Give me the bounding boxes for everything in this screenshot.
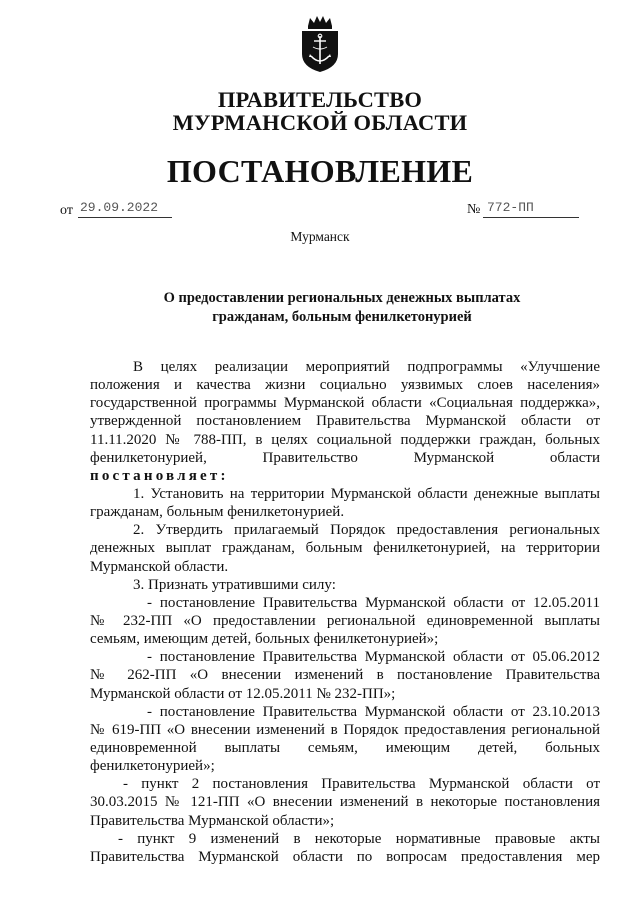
body-line: Мурманской области от 12.05.2011 № 232-ПП»; xyxy=(90,685,396,702)
document-number: 772-ПП xyxy=(483,200,579,218)
body-line: В целях реализации мероприятий подпрограммы «Улучшение xyxy=(133,359,600,375)
body-line: Правительства Мурманской области по вопросам предоставления мер xyxy=(90,848,600,865)
body-line: № 619-ПП «О внесении изменений в Порядок предоставления региональной xyxy=(90,721,600,738)
body-line: утвержденной постановлением Правительства Мурманской области от xyxy=(90,413,600,430)
document-type: ПОСТАНОВЛЕНИЕ xyxy=(166,153,474,189)
body-line: Правительства Мурманской области»; xyxy=(90,812,335,829)
body-line: 1. Установить на территории Мурманской области денежные выплаты xyxy=(133,485,600,502)
body-line: № 232-ПП «О предоставлении региональной единовременной выплаты xyxy=(90,612,600,629)
body-line: 3. Признать утратившими силу: xyxy=(133,576,336,593)
body-line: фенилкетонурией»; xyxy=(90,758,215,775)
document-title-line1: О предоставлении региональных денежных выплатах xyxy=(163,290,521,306)
document-body xyxy=(90,358,600,866)
body-line: Мурманской области. xyxy=(90,558,229,575)
body-line: денежных выплат гражданам, больным фенилкетонурией, на территории xyxy=(90,540,600,557)
coat-of-arms-icon xyxy=(298,14,342,74)
body-line: 2. Утвердить прилагаемый Порядок предоставления региональных xyxy=(133,522,600,539)
document-title-line2: гражданам, больным фенилкетонурией xyxy=(212,309,472,325)
body-line: фенилкетонурией, Правительство Мурманской области xyxy=(90,449,600,466)
body-line: - пункт 2 постановления Правительства Мурманской области от xyxy=(123,776,600,793)
body-line: единовременной выплаты семьям, имеющим детей, больных xyxy=(90,739,600,756)
number-prefix: № xyxy=(467,202,481,217)
body-line: государственной программы Мурманской области «Социальная поддержка», xyxy=(90,395,600,412)
city-name: Мурманск xyxy=(290,229,350,244)
body-line: - постановление Правительства Мурманской области от 23.10.2013 xyxy=(147,703,600,720)
org-name-line2: МУРМАНСКОЙ ОБЛАСТИ xyxy=(172,110,468,135)
body-line: 11.11.2020 № 788-ПП, в целях социальной поддержки граждан, больных xyxy=(90,431,600,448)
body-line: гражданам, больным фенилкетонурией. xyxy=(90,504,345,521)
body-line: - пункт 9 изменений в некоторые нормативные правовые акты xyxy=(118,830,600,847)
body-line: 30.03.2015 № 121-ПП «О внесении изменений в некоторые постановления xyxy=(90,794,600,811)
body-line: № 262-ПП «О внесении изменений в постановление Правительства xyxy=(90,667,600,684)
body-line: семьям, имеющим детей, больных фенилкетонурией»; xyxy=(90,631,439,648)
body-line: - постановление Правительства Мурманской области от 12.05.2011 xyxy=(147,594,600,611)
resolution-keyword: постановляет: xyxy=(90,467,229,484)
org-name-line1: ПРАВИТЕЛЬСТВО xyxy=(217,87,423,112)
date-prefix: от xyxy=(60,203,73,218)
body-line: положения и качества жизни социально уязвимых слоев населения» xyxy=(90,377,600,394)
document-date: 29.09.2022 xyxy=(78,200,172,218)
body-line: - постановление Правительства Мурманской области от 05.06.2012 xyxy=(147,649,600,666)
